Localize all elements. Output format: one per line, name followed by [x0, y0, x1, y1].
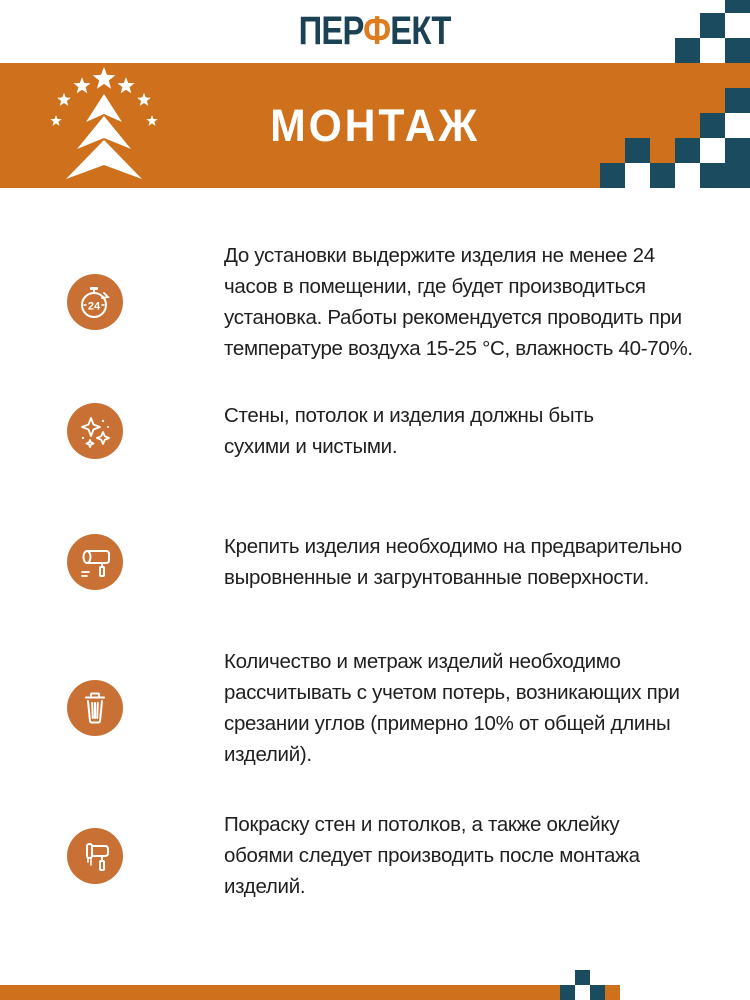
checker-square — [700, 138, 725, 163]
checker-square — [625, 138, 650, 163]
checker-square — [725, 163, 750, 188]
paint-roller-drips-icon — [67, 828, 123, 884]
checker-square — [725, 138, 750, 163]
paint-roller-icon — [67, 534, 123, 590]
trash-bin-icon — [67, 680, 123, 736]
timer-24-label: 24 — [87, 300, 101, 313]
checker-square — [605, 985, 620, 1000]
checker-square — [700, 113, 725, 138]
instruction-text: Стены, потолок и изделия должны быть сухими и чистыми. — [224, 404, 594, 458]
brand-logo-part-post: ЕКТ — [390, 9, 451, 53]
bottom-strip — [0, 985, 560, 1000]
timer-24-icon — [67, 274, 123, 330]
checker-square — [725, 38, 750, 63]
checker-square — [575, 985, 590, 1000]
instruction-item — [0, 531, 750, 593]
checker-square — [650, 163, 675, 188]
instruction-item — [0, 240, 750, 364]
brand-logo-part-pre: ПЕР — [299, 9, 364, 53]
instruction-item — [0, 400, 750, 462]
checker-square — [575, 970, 590, 985]
checker-square — [600, 163, 625, 188]
brand-logo-row — [0, 0, 750, 63]
instruction-text: До установки выдержите изделия не менее 24 часов в помещении, где будет производиться установка. Работы рекомендуется проводить при температуре воздуха 15-25 °С, влажность 40-70%. — [224, 244, 693, 360]
checker-square — [590, 985, 605, 1000]
checker-square — [675, 138, 700, 163]
instruction-text: Количество и метраж изделий необходимо рассчитывать с учетом потерь, возникающих при срезании углов (примерно 10% от общей длины изделий). — [224, 650, 680, 766]
checker-square — [675, 163, 700, 188]
page-title: МОНТАЖ — [270, 99, 480, 151]
instruction-item — [0, 646, 750, 770]
checker-square — [675, 38, 700, 63]
brand-logo-text — [299, 9, 451, 54]
sparkles-icon — [67, 403, 123, 459]
checker-square — [560, 985, 575, 1000]
checker-square — [725, 113, 750, 138]
checker-square — [625, 163, 650, 188]
checker-square — [725, 88, 750, 113]
instruction-text: Покраску стен и потолков, а также оклейку обоями следует производить после монтажа изделий. — [224, 813, 640, 898]
brand-logo-part-f: Ф — [363, 9, 391, 53]
instruction-item — [0, 809, 750, 902]
checker-square — [700, 13, 725, 38]
checker-square — [725, 0, 750, 13]
checker-square — [700, 163, 725, 188]
instruction-text: Крепить изделия необходимо на предварительно выровненные и загрунтованные поверхности. — [224, 535, 682, 589]
